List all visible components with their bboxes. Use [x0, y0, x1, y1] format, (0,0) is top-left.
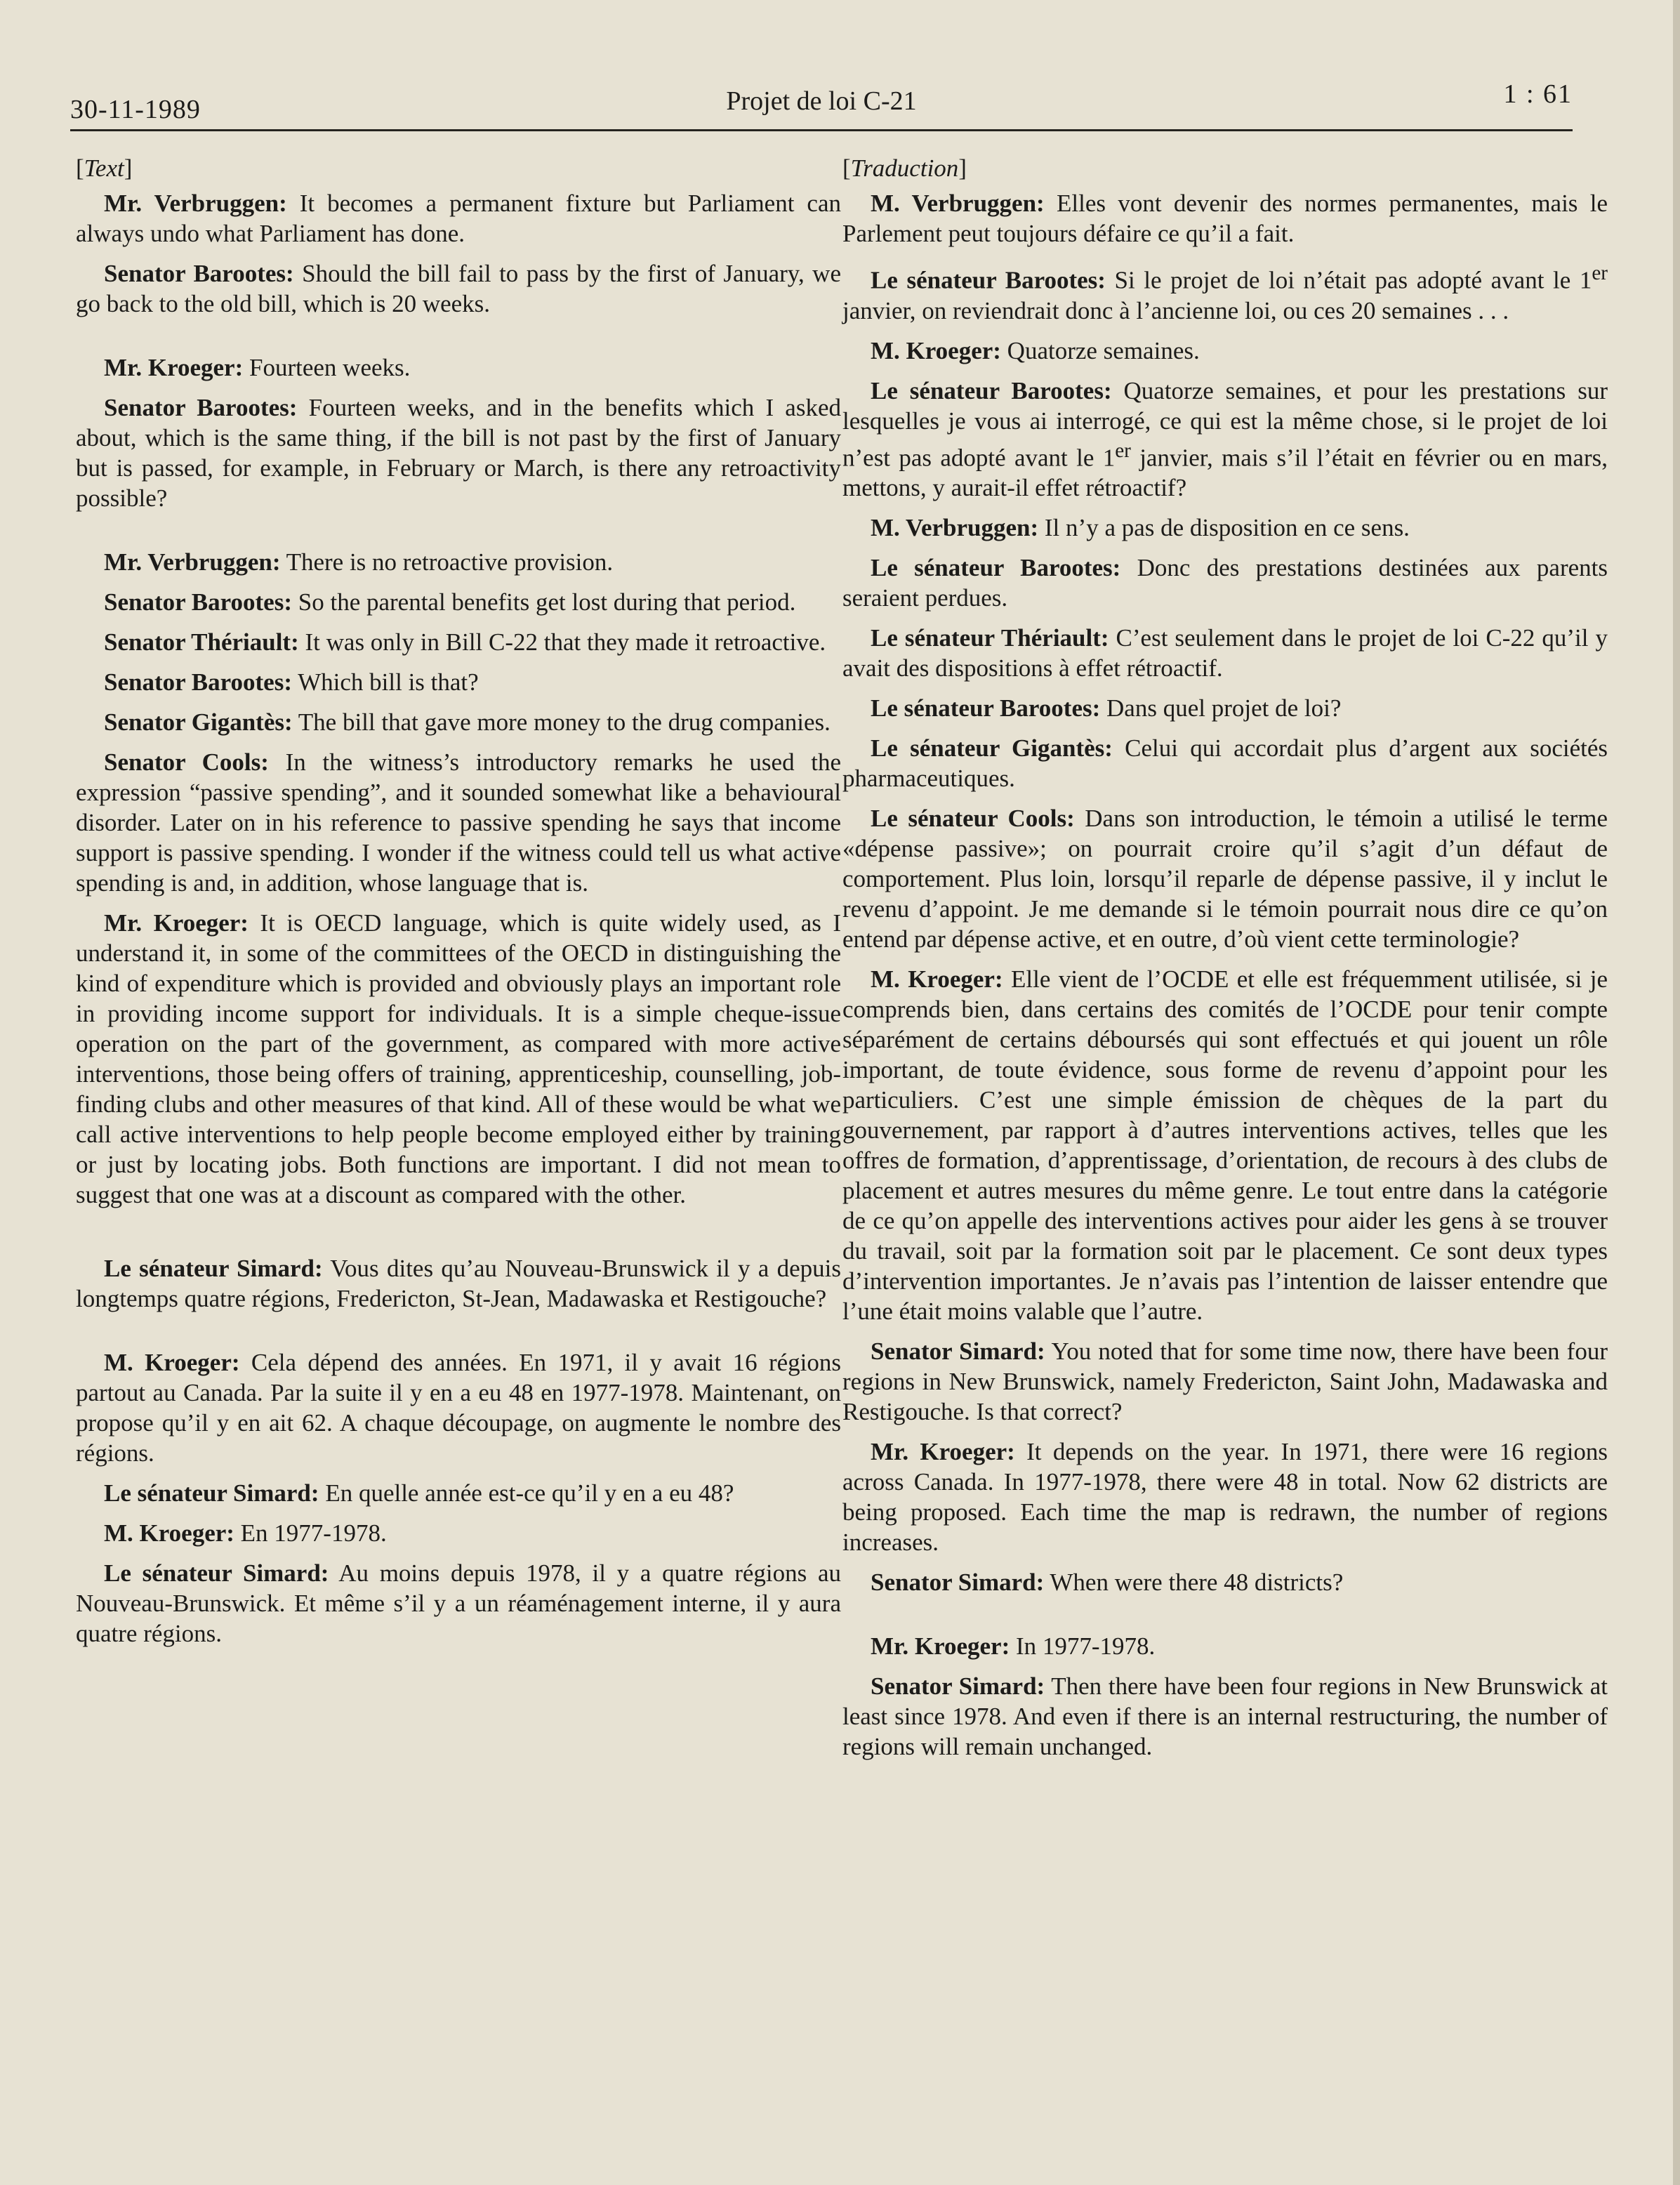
speech-text: It was only in Bill C-22 that they made it retroactive.	[298, 628, 826, 656]
speech-paragraph	[76, 1518, 841, 1548]
speech-text: You noted that for some time now, there have been four regions in New Brunswick, namely Fredericton, Saint John, Madawaska and Restigouche. Is that correct?	[842, 1338, 1608, 1426]
speech-paragraph	[76, 547, 841, 577]
speech-paragraph	[842, 258, 1608, 326]
page-header	[70, 79, 1573, 135]
speech-paragraph	[842, 513, 1608, 543]
speaker-name: Le sénateur Simard:	[104, 1559, 329, 1587]
speech-text: Celui qui accordait plus d’argent aux sociétés pharmaceutiques.	[842, 734, 1608, 793]
speech-text: Quatorze semaines, et pour les prestations sur lesquelles je vous ai interrogé, ce qui est la même chose, si le projet de loi n’est pas adopté avant le 1	[842, 376, 1608, 472]
speech-paragraph	[842, 1336, 1608, 1427]
speech-text: The bill that gave more money to the drug companies.	[292, 708, 831, 736]
speaker-name: Senator Barootes:	[104, 588, 292, 616]
speech-text: In 1977-1978.	[1010, 1632, 1156, 1661]
speech-text: En quelle année est-ce qu’il y en a eu 48?	[319, 1479, 734, 1507]
speech-text: Quatorze semaines.	[1000, 336, 1200, 364]
speaker-name: Le sénateur Simard:	[104, 1255, 323, 1282]
speech-paragraph	[76, 747, 841, 898]
speaker-name: Le sénateur Barootes:	[871, 554, 1121, 582]
speech-text: En 1977-1978.	[234, 1519, 387, 1547]
speaker-name: Senator Cools:	[104, 748, 269, 776]
speech-paragraph	[842, 964, 1608, 1326]
speaker-name: Le sénateur Gigantès:	[871, 734, 1113, 763]
speaker-name: M. Verbruggen:	[871, 514, 1039, 542]
header-page-number: 1 : 61	[1503, 79, 1573, 109]
speech-text: Dans quel projet de loi?	[1100, 694, 1342, 722]
left-column	[76, 153, 841, 1658]
speech-paragraph	[76, 908, 841, 1210]
superscript: er	[1592, 262, 1608, 284]
speech-paragraph	[842, 1437, 1608, 1557]
speech-paragraph	[842, 733, 1608, 793]
speaker-name: Senator Simard:	[871, 1672, 1045, 1701]
speech-text: Dans son introduction, le témoin a utilisé le terme «dépense passive»; on pourrait croire qu’il s’agit d’un défaut de comportement. Plus loin, lorsqu’il reparle de dépense passive, il y inclut le revenu d’appoint. Je me demande si le témoin pourrait nous dire ce qu’on entend par dépense active, et en outre, d’où vient cette terminologie?	[842, 805, 1608, 953]
speaker-name: Mr. Kroeger:	[104, 354, 244, 381]
superscript: er	[1115, 439, 1131, 462]
speech-paragraph	[76, 1347, 841, 1468]
speaker-name: Senator Barootes:	[104, 394, 298, 421]
speech-paragraph	[76, 258, 841, 319]
speech-paragraph	[842, 376, 1608, 503]
speech-text: So the parental benefits get lost during that period.	[292, 588, 796, 616]
speech-text: Si le projet de loi n’était pas adopté avant le 1	[1105, 266, 1592, 294]
speaker-name: Le sénateur Simard:	[104, 1479, 319, 1507]
speaker-name: Le sénateur Barootes:	[871, 694, 1101, 722]
speech-text: Cela dépend des années. En 1971, il y avait 16 régions partout au Canada. Par la suite il y en a eu 48 en 1977-1978. Maintenant, on propose qu’il y en ait 62. A chaque découpage, on augmente le nombre des régions.	[76, 1349, 842, 1467]
speaker-name: Le sénateur Thériault:	[871, 624, 1109, 652]
speaker-name: Le sénateur Barootes:	[871, 266, 1106, 294]
speaker-name: Senator Simard:	[871, 1569, 1045, 1597]
page-edge	[1673, 0, 1680, 2185]
right-column	[842, 153, 1608, 1771]
speech-paragraph	[842, 1567, 1608, 1597]
speaker-name: Senator Gigantès:	[104, 708, 293, 736]
speech-paragraph	[842, 553, 1608, 613]
speaker-name: M. Kroeger:	[871, 965, 1003, 994]
speaker-name: Senator Barootes:	[104, 668, 292, 696]
speech-paragraph	[842, 1631, 1608, 1661]
speech-text: There is no retroactive provision.	[280, 548, 614, 576]
speech-paragraph	[842, 803, 1608, 954]
section-tag-traduction: [Traduction]	[842, 154, 967, 182]
speaker-name: Mr. Kroeger:	[871, 1632, 1010, 1661]
speech-text: Elles vont devenir des normes permanentes, mais le Parlement peut toujours défaire ce qu’il a fait.	[842, 190, 1608, 247]
speech-text: Should the bill fail to pass by the first of January, we go back to the old bill, which is 20 weeks.	[76, 260, 841, 317]
speaker-name: M. Verbruggen:	[871, 190, 1045, 217]
speaker-name: M. Kroeger:	[871, 336, 1001, 364]
speech-paragraph	[76, 188, 841, 249]
section-tag-text: [Text]	[76, 154, 133, 182]
speaker-name: M. Kroeger:	[104, 1519, 234, 1547]
speaker-name: Le sénateur Barootes:	[871, 376, 1112, 404]
speech-text: Which bill is that?	[292, 668, 479, 696]
speech-paragraph	[842, 693, 1608, 723]
speech-text: C’est seulement dans le projet de loi C-22 qu’il y avait des dispositions à effet rétroactif.	[842, 624, 1608, 682]
speech-text: Elle vient de l’OCDE et elle est fréquemment utilisée, si je comprends bien, dans certains des comités de l’OCDE pour tenir compte séparément de certains déboursés qui sont effectués et qui jouent un rôle important, de toute évidence, sous forme de revenu d’appoint pour les particuliers. C’est une simple émission de chèques de la part du gouvernement, par rapport à d’autres interventions actives, telles que les offres de formation, d’apprentissage, d’orientation, de recours à des clubs de placement et autres mesures du même genre. Le tout entre dans la catégorie de ce qu’on appelle des interventions actives pour aider les gens à se trouver du travail, soit par la formation soit par le placement. Ce sont deux types d’intervention importantes. Je n’avais pas l’intention de laisser entendre que l’une était moins valable que l’autre.	[842, 965, 1608, 1326]
speech-text: Il n’y a pas de disposition en ce sens.	[1038, 514, 1410, 542]
speech-paragraph	[842, 623, 1608, 683]
speech-text: It depends on the year. In 1971, there were 16 regions across Canada. In 1977-1978, there were 48 in total. Now 62 districts are being proposed. Each time the map is redrawn, the number of regions increases.	[842, 1438, 1608, 1557]
speaker-name: Senator Barootes:	[104, 260, 294, 287]
speech-paragraph	[76, 1558, 841, 1649]
speech-text: Donc des prestations destinées aux parents seraient perdues.	[842, 554, 1608, 612]
speaker-name: Mr. Kroeger:	[104, 909, 249, 937]
header-rule	[70, 129, 1573, 131]
speaker-name: M. Kroeger:	[104, 1349, 240, 1376]
speech-paragraph	[842, 1671, 1608, 1762]
speaker-name: Senator Thériault:	[104, 628, 299, 656]
speech-text: Then there have been four regions in New Brunswick at least since 1978. And even if there is an internal restructuring, the number of regions will remain unchanged.	[842, 1672, 1608, 1761]
speaker-name: Le sénateur Cools:	[871, 805, 1075, 833]
speech-paragraph	[76, 667, 841, 697]
speech-paragraph	[76, 1478, 841, 1508]
header-date: 30-11-1989	[70, 95, 201, 124]
speech-paragraph	[76, 1253, 841, 1314]
speech-text: Fourteen weeks.	[243, 354, 411, 381]
speech-text: When were there 48 districts?	[1044, 1569, 1344, 1597]
speech-paragraph	[76, 392, 841, 513]
speech-text: It becomes a permanent fixture but Parliament can always undo what Parliament has done.	[76, 190, 841, 247]
speech-text: Fourteen weeks, and in the benefits which I asked about, which is the same thing, if the bill is not past by the first of January but is passed, for example, in February or March, is there any retroactivity possible?	[76, 394, 841, 512]
speech-paragraph	[76, 707, 841, 737]
speech-text: Vous dites qu’au Nouveau-Brunswick il y a depuis longtemps quatre régions, Fredericton, St-Jean, Madawaska et Restigouche?	[76, 1255, 841, 1312]
speaker-name: Mr. Verbruggen:	[104, 190, 287, 217]
speech-paragraph	[76, 627, 841, 657]
speech-text: It is OECD language, which is quite widely used, as I understand it, in some of the committees of the OECD in distinguishing the kind of expenditure which is provided and obviously plays an important role in providing income support for individuals. It is a simple cheque-issue operation on the part of the government, as compared with more active interventions, those being offers of training, apprenticeship, counselling, job-finding clubs and other measures of that kind. All of these would be what we call active interventions to help people become employed either by training or just by locating jobs. Both functions are important. I did not mean to suggest that one was at a discount as compared with the other.	[76, 909, 841, 1208]
header-title: Projet de loi C-21	[726, 86, 917, 116]
speech-paragraph	[842, 188, 1608, 249]
speech-text: janvier, on reviendrait donc à l’ancienne loi, ou ces 20 semaines . . .	[842, 296, 1509, 324]
speaker-name: Senator Simard:	[871, 1338, 1045, 1366]
speaker-name: Mr. Kroeger:	[871, 1438, 1015, 1466]
speech-paragraph	[76, 352, 841, 383]
speech-paragraph	[842, 336, 1608, 366]
speech-text: janvier, mais s’il l’était en février ou en mars, mettons, y aurait-il effet rétroactif?	[842, 444, 1608, 502]
speech-paragraph	[76, 587, 841, 617]
speech-text: Au moins depuis 1978, il y a quatre régions au Nouveau-Brunswick. Et même s’il y a un réaménagement interne, il y aura quatre régions.	[76, 1559, 842, 1647]
speaker-name: Mr. Verbruggen:	[104, 548, 281, 576]
speech-text: In the witness’s introductory remarks he used the expression “passive spending”, and it sounded somewhat like a behavioural disorder. Later on in his reference to passive spending he says that income support is passive spending. I wonder if the witness could tell us what active spending is and, in addition, whose language that is.	[76, 748, 841, 897]
